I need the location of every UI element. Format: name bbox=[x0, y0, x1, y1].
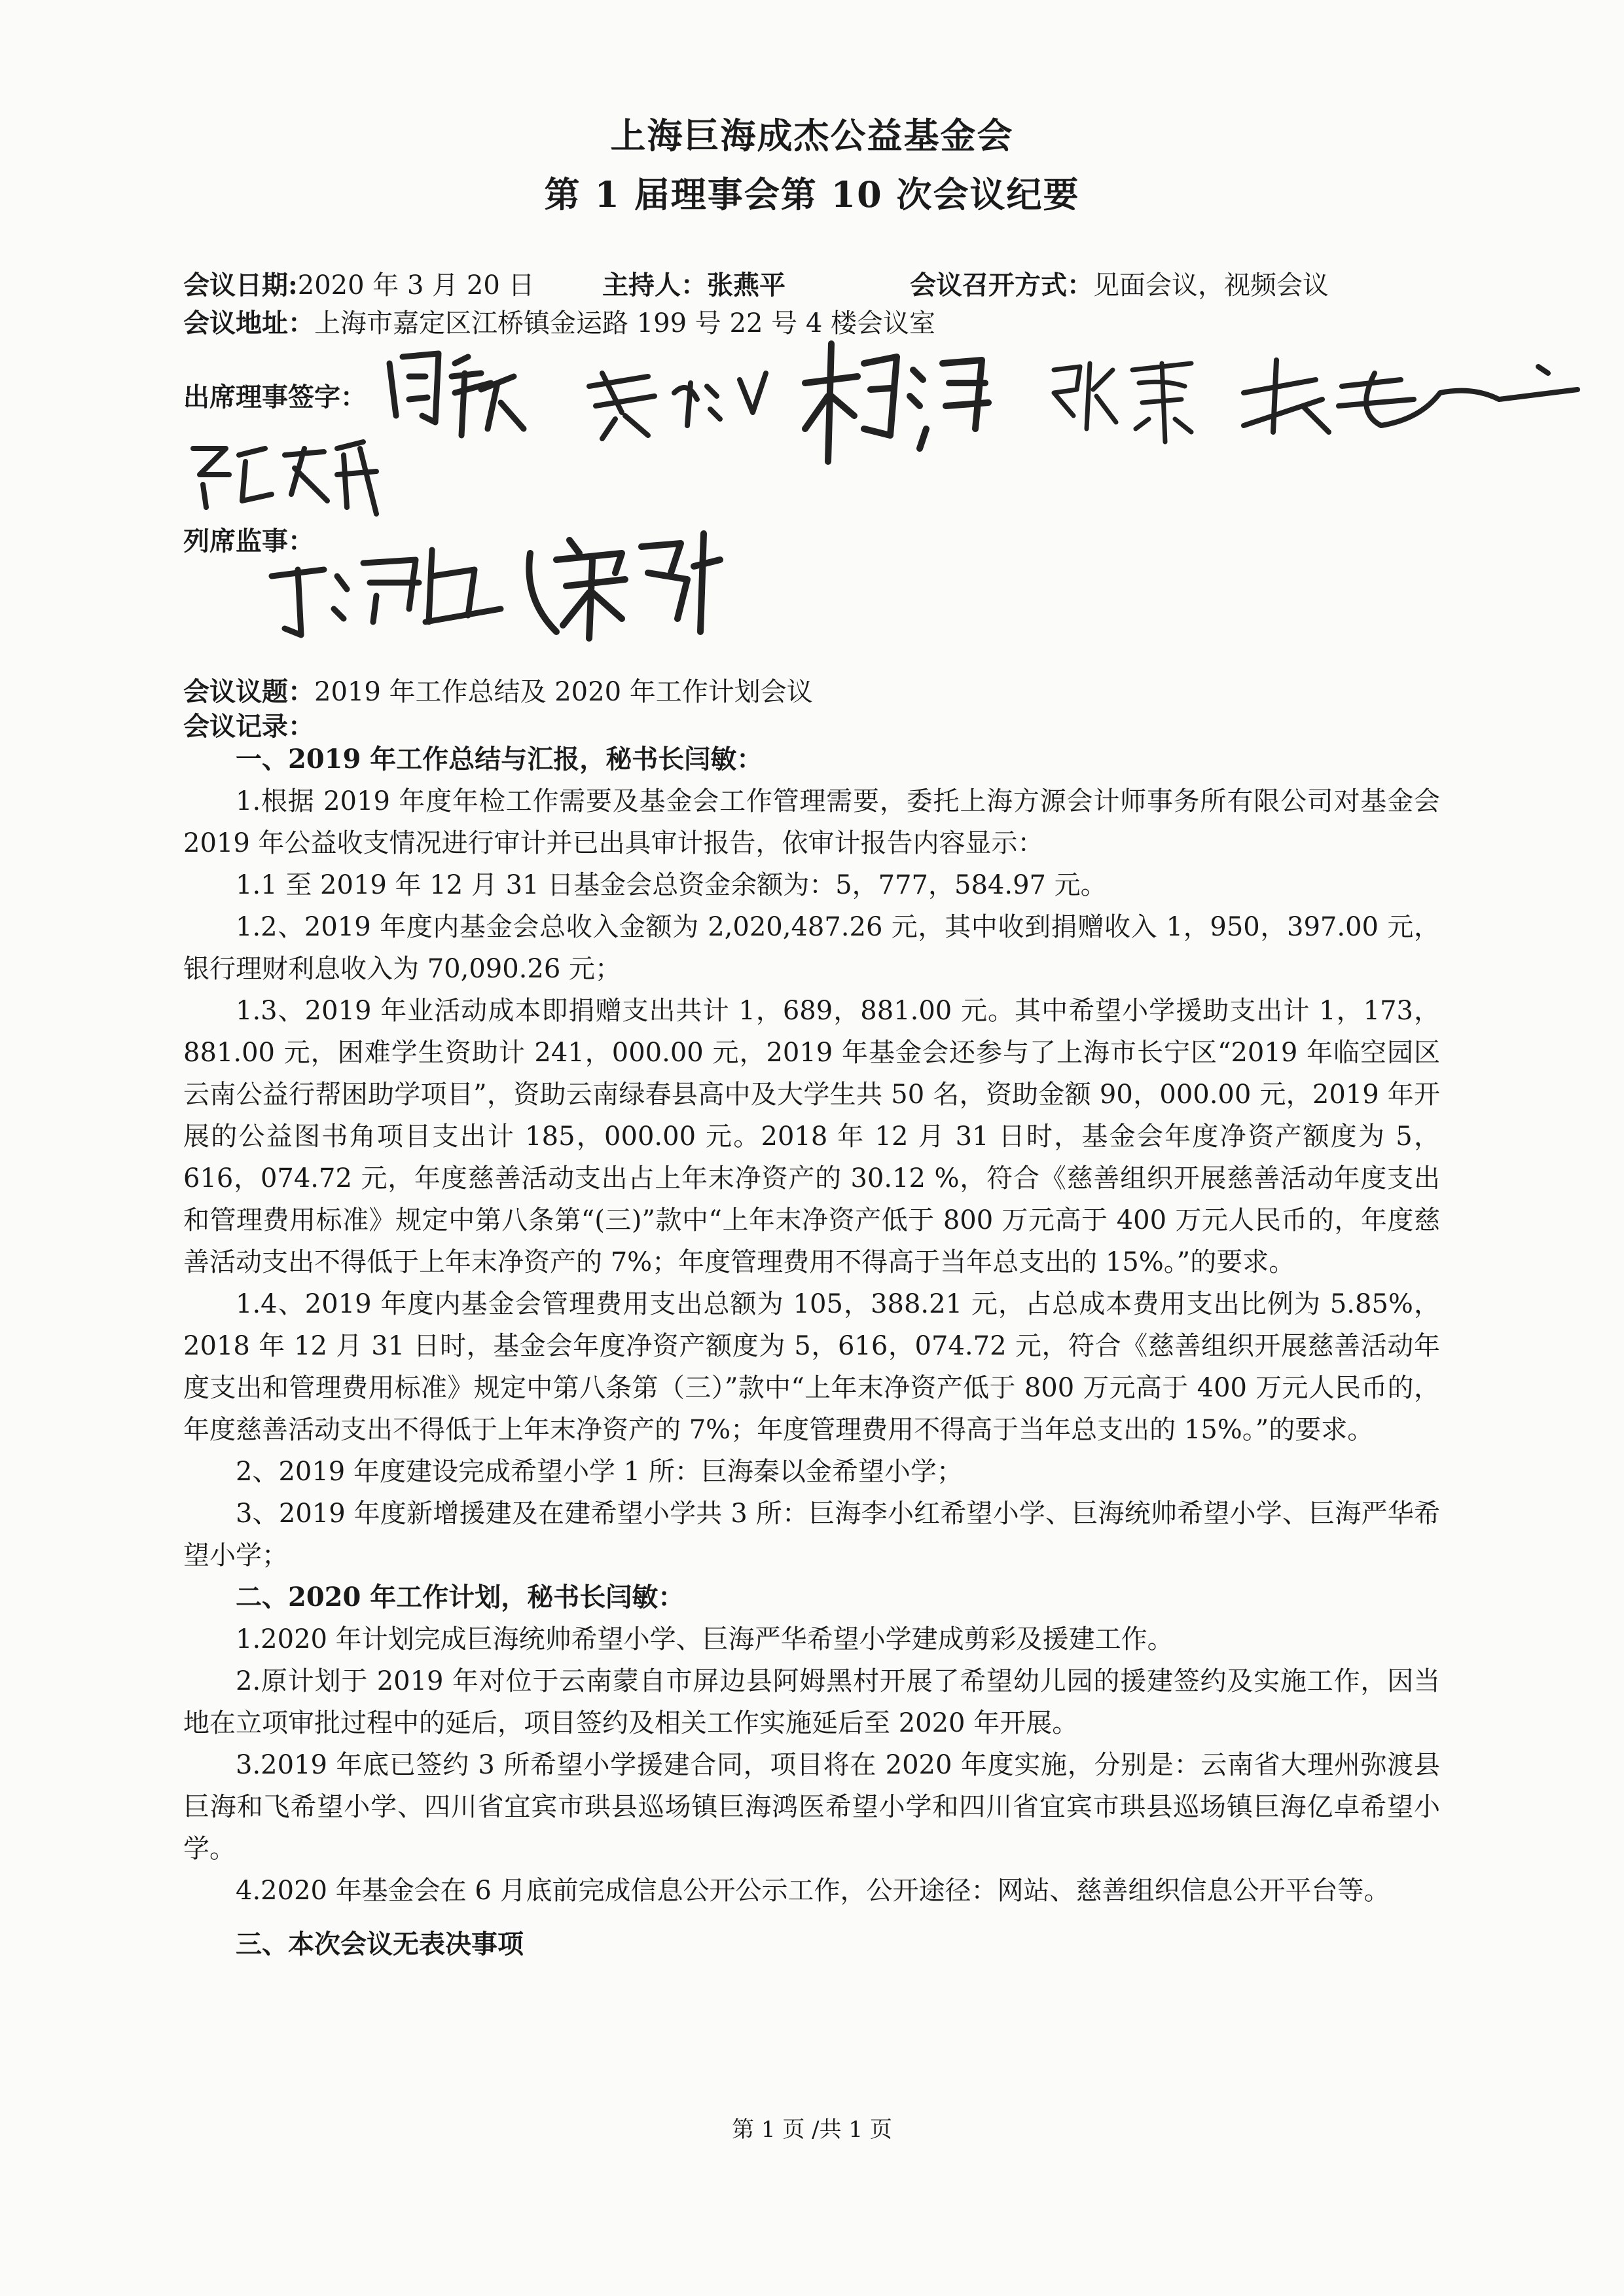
document-title-line2: 第 1 届理事会第 10 次会议纪要 bbox=[544, 173, 1080, 215]
section-1-paragraph-1-1: 1.1 至 2019 年 12 月 31 日基金会总资金余额为：5，777，584.97 元。 bbox=[236, 870, 1107, 900]
section-3-heading: 三、本次会议无表决事项 bbox=[236, 1929, 524, 1959]
section-1-paragraph-1-2: 1.2、2019 年度内基金会总收入金额为 2,020,487.26 元，其中收到捐赠收入 1，950，397.00 元，银行理财利息收入为 70,090.26 元； bbox=[183, 912, 1440, 984]
host-value: 张燕平 bbox=[707, 270, 785, 301]
section-2-item-3: 3.2019 年底已签约 3 所希望小学援建合同，项目将在 2020 年度实施，分别是：云南省大理州弥渡县巨海和飞希望小学、四川省宜宾市珙县巡场镇巨海鸿医希望小学和四川省宜宾市珙县巡场镇巨海亿卓希望小学。 bbox=[183, 1750, 1440, 1864]
page-footer: 第 1 页 /共 1 页 bbox=[732, 2117, 892, 2143]
document-title-line1: 上海巨海成杰公益基金会 bbox=[610, 115, 1014, 156]
meeting-record-row bbox=[183, 706, 314, 743]
host-label: 主持人： bbox=[602, 270, 707, 301]
date-label: 会议日期: bbox=[183, 270, 298, 301]
mode-value: 见面会议，视频会议 bbox=[1093, 270, 1329, 301]
meeting-topic-row bbox=[183, 671, 813, 708]
signature-director-6 bbox=[180, 422, 396, 520]
handwritten-signature-icon bbox=[180, 422, 396, 520]
topic-value: 2019 年工作总结及 2020 年工作计划会议 bbox=[314, 677, 813, 707]
meeting-date-row bbox=[183, 264, 534, 302]
handwritten-signature-icon bbox=[1224, 347, 1591, 445]
handwritten-signature-icon bbox=[259, 524, 520, 655]
section-2-item-2: 2.原计划于 2019 年对位于云南蒙自市屏边县阿姆黑村开展了希望幼儿园的援建签约及实施工作，因当地在立项审批过程中的延后，项目签约及相关工作实施延后至 2020 年开展。 bbox=[183, 1666, 1440, 1738]
signature-director-1 bbox=[376, 337, 533, 448]
section-1-paragraph-2: 2、2019 年度建设完成希望小学 1 所：巨海秦以金希望小学； bbox=[236, 1457, 963, 1487]
handwritten-signature-icon bbox=[376, 337, 533, 448]
section-2-item-4: 4.2020 年基金会在 6 月底前完成信息公开公示工作，公开途径：网站、慈善组织信息公开平台等。 bbox=[236, 1876, 1390, 1906]
directors-label: 出席理事签字： bbox=[183, 382, 367, 412]
mode-label: 会议召开方式： bbox=[910, 270, 1093, 301]
section-1-heading: 一、2019 年工作总结与汇报，秘书长闫敏： bbox=[236, 744, 763, 774]
handwritten-signature-icon bbox=[792, 331, 1001, 475]
signature-director-5 bbox=[1224, 347, 1591, 445]
meeting-host-row bbox=[602, 264, 785, 302]
handwritten-signature-icon bbox=[517, 514, 733, 651]
signature-director-4 bbox=[1041, 344, 1218, 448]
signature-director-3 bbox=[792, 331, 1001, 475]
address-label: 会议地址： bbox=[183, 308, 314, 338]
signature-supervisor-1 bbox=[259, 524, 520, 655]
supervisors-label: 列席监事： bbox=[183, 526, 314, 556]
signature-director-2 bbox=[576, 347, 785, 445]
section-2-heading: 二、2020 年工作计划，秘书长闫敏： bbox=[236, 1582, 685, 1613]
meeting-record-body bbox=[183, 738, 1440, 1965]
handwritten-signature-icon bbox=[1041, 344, 1218, 448]
signature-supervisor-2 bbox=[517, 514, 733, 651]
section-1-paragraph-1-3: 1.3、2019 年业活动成本即捐赠支出共计 1，689，881.00 元。其中希望小学援助支出计 1，173，881.00 元，困难学生资助计 241，000.00 元，2019 年基金会还参与了上海市长宁区“2019 年临空园区云南公益行帮困助学项目”，资助云南绿春县高中及大学生共 50 名，资助金额 90，000.00 元，2019 年开展的公益图书角项目支出计 185，000.00 元。2018 年 12 月 31 日时，基金会年度净资产额度为 5，616，074.72 元，年度慈善活动支出占上年末净资产的 30.12 %，符合《慈善组织开展慈善活动年度支出和管理费用标准》规定中第八条第“(三)”款中“上年末净资产低于 800 万元高于 400 万元人民币的，年度慈善活动支出不得低于上年末净资产的 7%；年度管理费用不得高于当年总支出的 15%。”的要求。 bbox=[183, 996, 1440, 1277]
section-1-paragraph-3: 3、2019 年度新增援建及在建希望小学共 3 所：巨海李小红希望小学、巨海统帅希望小学、巨海严华希望小学； bbox=[183, 1499, 1440, 1571]
handwritten-signature-icon bbox=[576, 347, 785, 445]
section-2-item-1: 1.2020 年计划完成巨海统帅希望小学、巨海严华希望小学建成剪彩及援建工作。 bbox=[236, 1624, 1174, 1654]
topic-label: 会议议题： bbox=[183, 676, 314, 707]
date-value: 2020 年 3 月 20 日 bbox=[297, 270, 535, 301]
meeting-mode-row bbox=[910, 264, 1329, 302]
section-1-paragraph-1-4: 1.4、2019 年度内基金会管理费用支出总额为 105，388.21 元，占总成本费用支出比例为 5.85%，2018 年 12 月 31 日时，基金会年度净资产额度为 5，616，074.72 元，符合《慈善组织开展慈善活动年度支出和管理费用标准》规定中第八条第（三）”款中“上年末净资产低于 800 万元高于 400 万元人民币的，年度慈善活动支出不得低于上年末净资产的 7%；年度管理费用不得高于当年总支出的 15%。”的要求。 bbox=[183, 1289, 1440, 1445]
address-value: 上海市嘉定区江桥镇金运路 199 号 22 号 4 楼会议室 bbox=[314, 308, 935, 338]
record-label: 会议记录： bbox=[183, 711, 314, 742]
section-1-paragraph-1: 1.根据 2019 年度年检工作需要及基金会工作管理需要，委托上海方源会计师事务所有限公司对基金会 2019 年公益收支情况进行审计并已出具审计报告，依审计报告内容显示： bbox=[183, 786, 1440, 858]
